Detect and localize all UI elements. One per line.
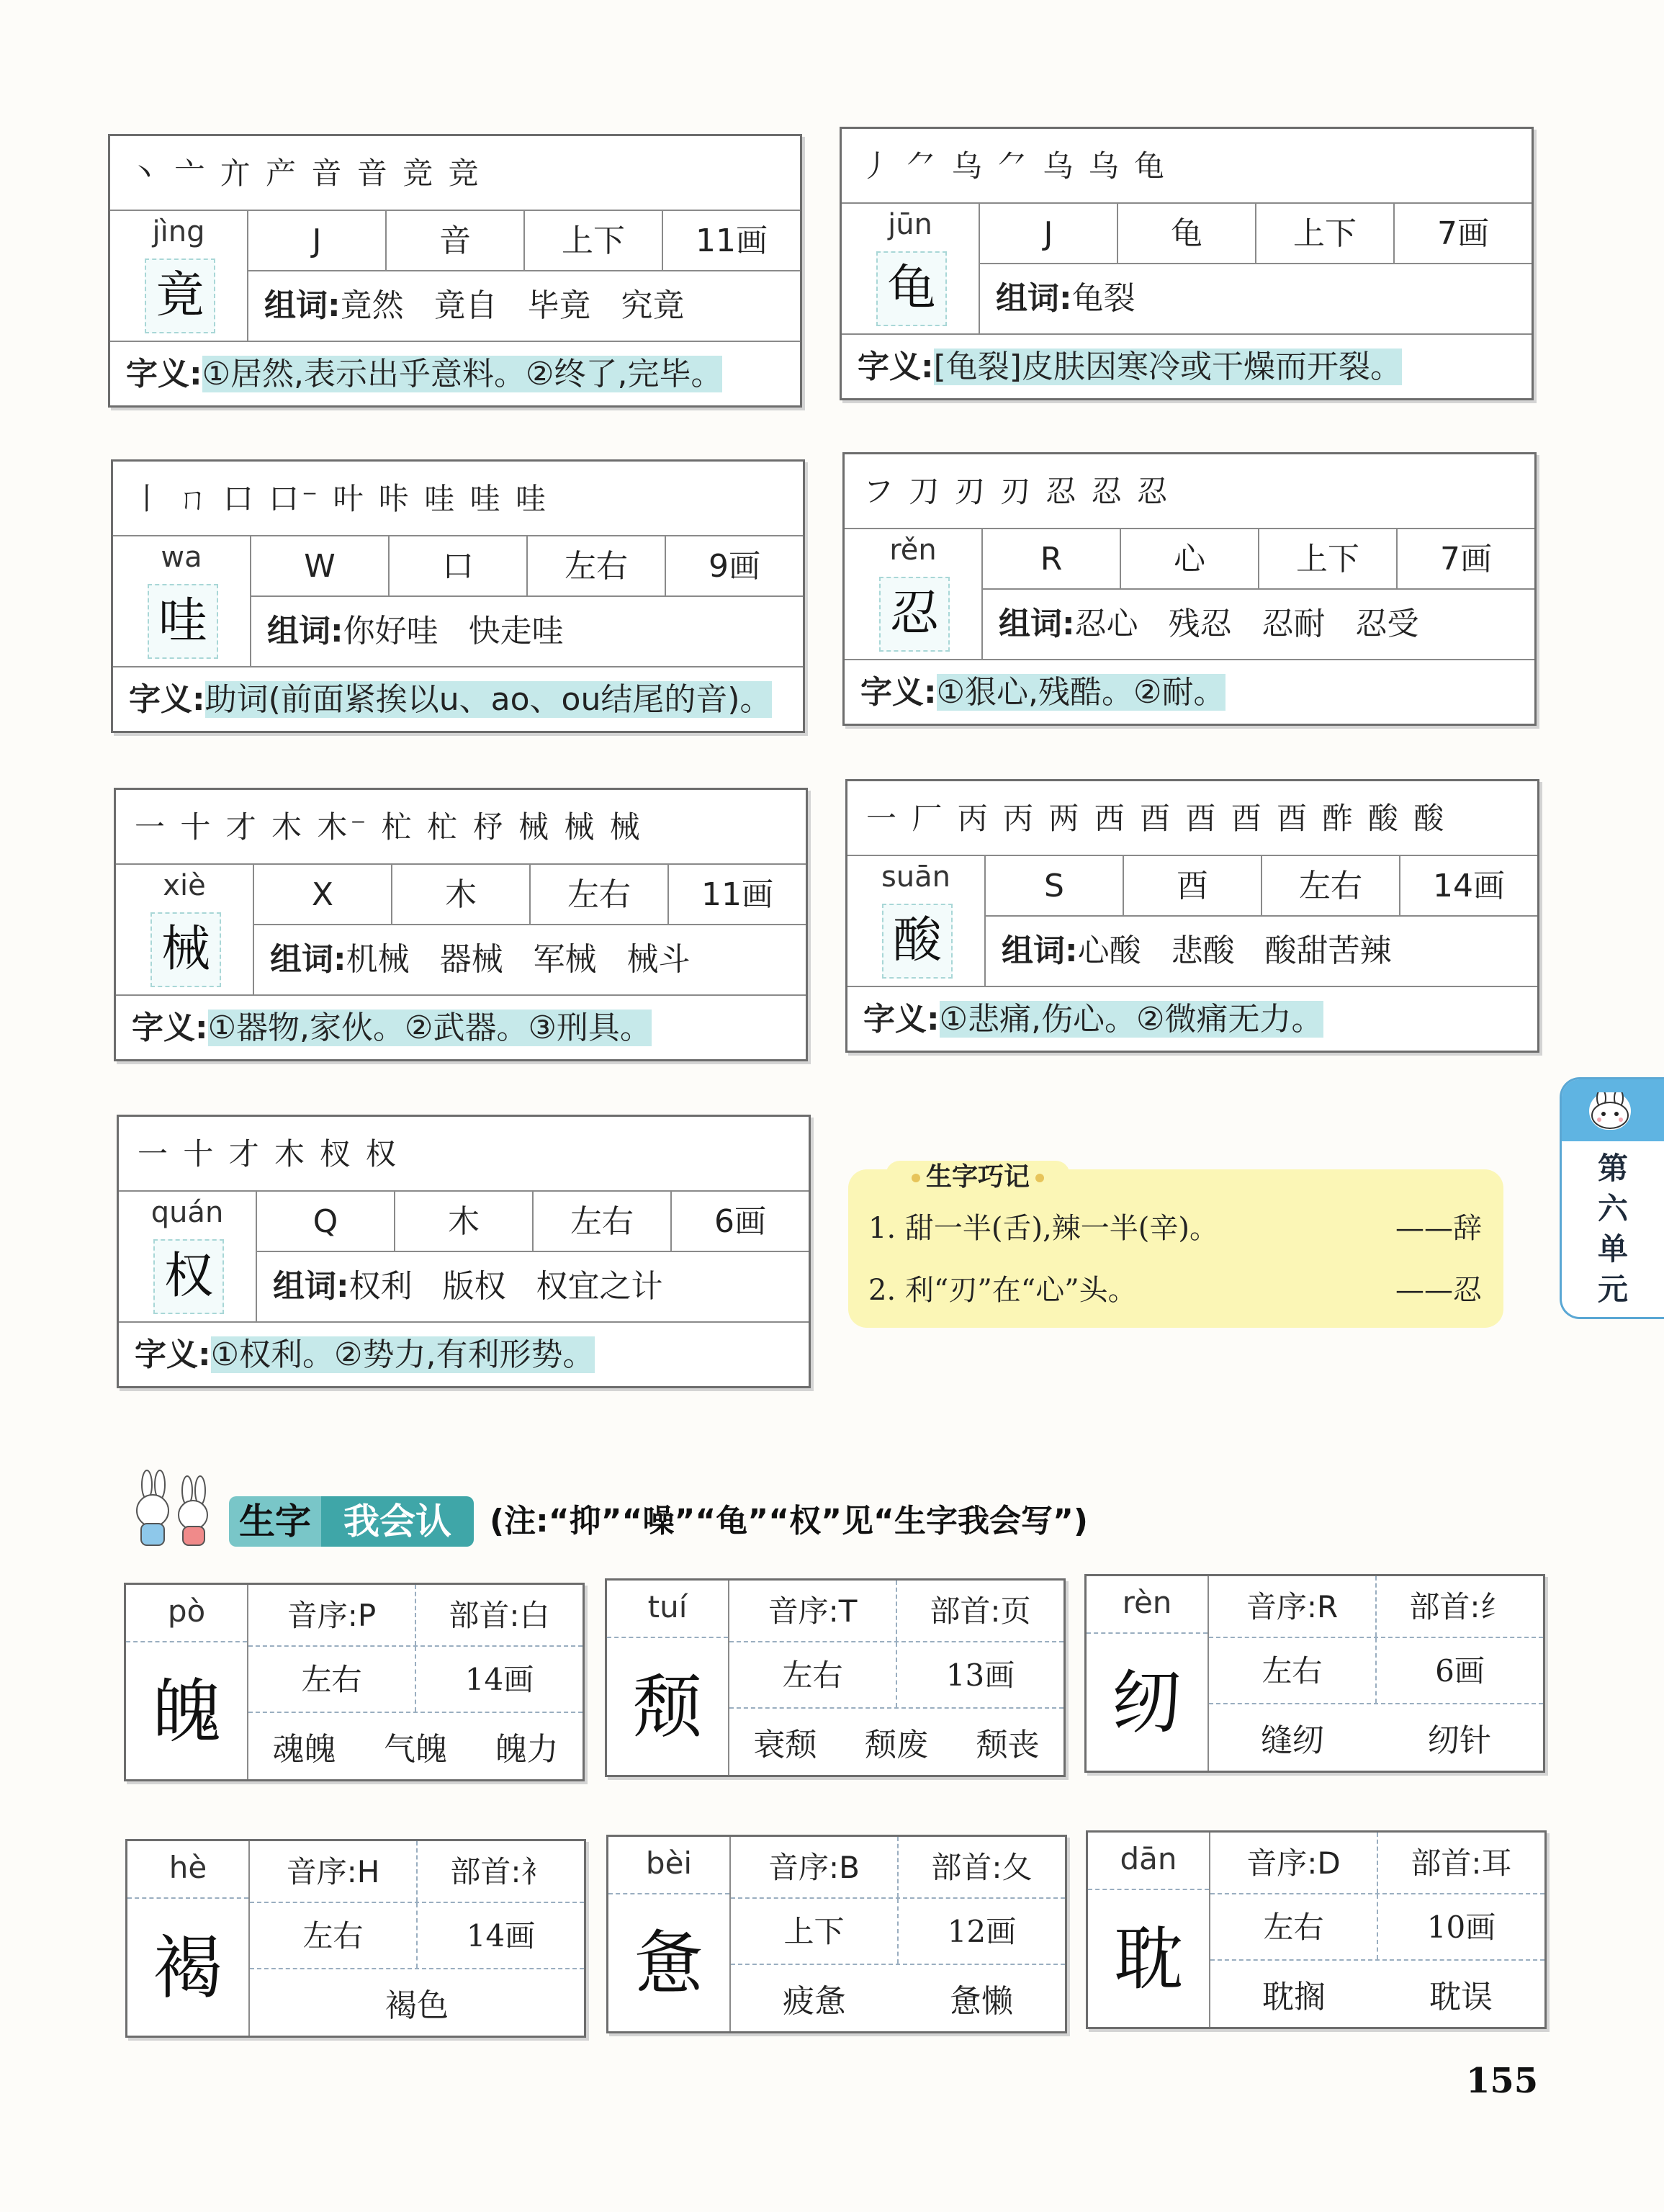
words-label: 组词: [270, 941, 346, 978]
word: 褐色 [385, 1987, 449, 2024]
recognise-card-dan [1086, 1830, 1547, 2029]
char-card-jun [840, 127, 1534, 400]
stroke-count: 14画 [466, 1918, 536, 1954]
initial-letter: R [983, 529, 1121, 588]
word-group [1210, 1961, 1544, 2027]
section-note: (注:“抑”“噪”“龟”“权”见“生字我会写”) [490, 1503, 1088, 1539]
structure: 左右 [528, 536, 666, 595]
word-group [251, 597, 803, 666]
pinyin: jìng [152, 215, 205, 248]
char-card-quan [117, 1115, 811, 1388]
pinyin: dān [1088, 1833, 1209, 1890]
meaning-text: ①器物,家伙。②武器。③刑具。 [207, 1010, 652, 1046]
stroke-count: 12画 [947, 1914, 1017, 1949]
meaning-row [110, 341, 800, 405]
tip-line [868, 1207, 1482, 1250]
riddle-text: 1. 甜一半(舌),辣一半(辛)。 [868, 1212, 1219, 1245]
word: 竟然 [340, 287, 404, 324]
unit-char: 六 [1597, 1191, 1628, 1226]
initial-letter: Q [257, 1192, 395, 1251]
meaning-label: 字义: [858, 349, 934, 385]
radical: 心 [1121, 529, 1259, 588]
big-character: 忍 [879, 577, 950, 652]
tip-title [886, 1161, 1070, 1194]
meaning-label: 字义: [126, 356, 202, 392]
word: 魂魄 [272, 1731, 336, 1768]
big-character: 魄 [152, 1671, 221, 1752]
pinyin-cell [116, 865, 254, 994]
word: 悲酸 [1171, 932, 1235, 969]
stroke-count: 13画 [945, 1658, 1015, 1693]
unit-side-tab [1560, 1077, 1664, 1319]
words-label: 组词: [273, 1268, 349, 1305]
pinyin: tuí [607, 1581, 728, 1638]
structure: 左右 [250, 1903, 418, 1968]
word: 残忍 [1168, 606, 1232, 642]
word: 忍受 [1355, 606, 1419, 642]
stroke-count: 10画 [1426, 1910, 1496, 1945]
recognise-card-ren [1084, 1574, 1545, 1773]
pinyin-cell [842, 204, 980, 333]
initial-letter: J [980, 204, 1118, 263]
pinyin: bèi [608, 1837, 729, 1894]
page-number: 155 [1466, 2061, 1539, 2101]
radical-label: 部首:页 [930, 1593, 1031, 1629]
char-cell [607, 1581, 729, 1775]
order-radical-row [1210, 1833, 1544, 1894]
dot-icon [1035, 1174, 1044, 1182]
word-group [254, 925, 806, 994]
order-label: 音序:H [250, 1841, 418, 1902]
riddle-text: 2. 利“刃”在“心”头。 [868, 1274, 1137, 1307]
radical-label: 部首:夂 [931, 1850, 1033, 1885]
word: 机械 [346, 941, 410, 978]
radical: 酉 [1124, 856, 1262, 915]
pinyin: jūn [888, 208, 932, 241]
section-title-b: 我会认 [321, 1496, 474, 1547]
radical-label: 部首:耳 [1411, 1845, 1512, 1881]
order-label: 音序:R [1209, 1576, 1377, 1637]
meaning-row [842, 333, 1532, 398]
word: 气魄 [383, 1731, 447, 1768]
structure: 左右 [248, 1647, 416, 1712]
word: 竟自 [433, 287, 498, 324]
structure: 上下 [525, 211, 663, 270]
stroke-order: 一 十 才 木 木⁻ 杧 杧 杼 械 械 械 [116, 790, 806, 865]
stroke-order: フ 刀 刃 刃 忍 忍 忍 [845, 454, 1534, 529]
order-label: 音序:D [1210, 1833, 1378, 1893]
stroke-count: 7画 [1437, 215, 1489, 252]
char-card-suan [845, 779, 1539, 1053]
meaning-row [113, 666, 803, 731]
structure-count-row [731, 1899, 1065, 1965]
order-label: 音序:B [731, 1837, 899, 1897]
section-title-a: 生字 [229, 1496, 321, 1547]
structure: 左右 [531, 865, 669, 924]
pinyin: quán [150, 1196, 224, 1229]
word: 惫懒 [950, 1983, 1013, 2020]
word: 耽搁 [1262, 1979, 1326, 2015]
meaning-label: 字义: [132, 1010, 208, 1046]
structure-count-row [250, 1903, 584, 1969]
word: 你好哇 [343, 613, 439, 649]
meaning-row [116, 994, 806, 1059]
word: 颓废 [864, 1727, 928, 1763]
radical-label: 部首:衤 [450, 1854, 552, 1889]
word-group [986, 917, 1537, 986]
meaning-text: ①居然,表示出乎意料。②终了,完毕。 [202, 356, 723, 392]
meaning-text: ①狠心,残酷。②耐。 [936, 674, 1225, 711]
unit-label [1562, 1148, 1664, 1310]
structure: 上下 [1259, 529, 1398, 588]
unit-char: 第 [1597, 1151, 1628, 1186]
word-group [731, 1965, 1065, 2031]
word: 权宜之计 [536, 1268, 663, 1305]
recognise-card-tui [605, 1578, 1066, 1777]
stroke-count: 9画 [709, 548, 760, 585]
char-cell [1088, 1833, 1210, 2027]
order-radical-row [729, 1581, 1063, 1642]
order-radical-row [248, 1585, 583, 1647]
stroke-count: 14画 [464, 1662, 534, 1697]
word: 毕竟 [527, 287, 591, 324]
radical: 音 [387, 211, 525, 270]
word: 耽误 [1429, 1979, 1493, 2015]
meaning-row [119, 1321, 809, 1386]
meaning-label: 字义: [129, 681, 205, 718]
bunny-icon [1589, 1092, 1631, 1130]
big-character: 褐 [153, 1928, 222, 2008]
initial-letter: W [251, 536, 390, 595]
stroke-count: 7画 [1440, 541, 1492, 577]
radical-label: 部首:白 [449, 1598, 550, 1633]
words-label: 组词: [1002, 932, 1078, 969]
word: 忍耐 [1262, 606, 1326, 642]
structure: 上下 [1256, 204, 1395, 263]
pinyin-cell [845, 529, 983, 659]
big-character: 竟 [145, 258, 215, 333]
order-radical-row [1209, 1576, 1543, 1638]
word: 权利 [348, 1268, 413, 1305]
char-info-row [983, 529, 1534, 590]
initial-letter: S [986, 856, 1124, 915]
word: 魄力 [495, 1731, 559, 1768]
char-cell [127, 1841, 250, 2036]
char-card-xie [114, 788, 808, 1061]
pinyin: wa [161, 541, 202, 574]
pinyin: xiè [163, 869, 206, 902]
structure: 左右 [1210, 1894, 1378, 1959]
word: 忍心 [1074, 606, 1138, 642]
dot-icon [912, 1174, 920, 1182]
char-info-row [248, 211, 800, 271]
word: 究竟 [621, 287, 685, 324]
recognise-card-he [125, 1839, 586, 2038]
stroke-count: 11画 [701, 876, 773, 913]
word-group [729, 1709, 1063, 1775]
structure: 上下 [731, 1899, 899, 1964]
structure-count-row [729, 1642, 1063, 1709]
char-info-row [980, 204, 1532, 264]
radical: 口 [390, 536, 528, 595]
order-label: 音序:P [248, 1585, 416, 1645]
recognise-card-po [124, 1583, 585, 1781]
big-character: 权 [153, 1239, 224, 1314]
structure-count-row [1210, 1894, 1544, 1961]
radical: 龟 [1118, 204, 1256, 263]
meaning-label: 字义: [135, 1336, 211, 1373]
tab-header [1562, 1079, 1664, 1141]
recognise-card-bei [606, 1835, 1067, 2033]
riddle-answer: ——忍 [1395, 1274, 1482, 1307]
char-info-row [251, 536, 803, 597]
big-character: 纫 [1112, 1663, 1182, 1743]
structure: 左右 [729, 1642, 897, 1707]
char-cell [126, 1585, 248, 1779]
radical: 木 [392, 865, 531, 924]
pinyin-cell [847, 856, 986, 986]
big-character: 酸 [882, 904, 953, 979]
unit-char: 单 [1597, 1231, 1628, 1267]
stroke-count: 11画 [696, 222, 768, 259]
word: 械斗 [626, 941, 691, 978]
stroke-order: 一 十 才 木 杈 权 [119, 1117, 809, 1192]
memory-tip-box [848, 1162, 1503, 1328]
meaning-label: 字义: [863, 1001, 940, 1038]
order-radical-row [250, 1841, 584, 1903]
word: 颓丧 [976, 1727, 1040, 1763]
radical-label: 部首:纟 [1409, 1589, 1511, 1624]
char-card-ren [842, 452, 1537, 726]
char-cell [1087, 1576, 1209, 1771]
initial-letter: J [248, 211, 387, 270]
char-info-row [986, 856, 1537, 917]
structure-count-row [248, 1647, 583, 1713]
initial-letter: X [254, 865, 392, 924]
stroke-order: 丶 亠 亣 产 音 音 竞 竞 [110, 136, 800, 211]
big-character: 龟 [876, 251, 947, 326]
word-group [250, 1969, 584, 2036]
meaning-label: 字义: [860, 674, 937, 711]
order-radical-row [731, 1837, 1065, 1899]
word: 快走哇 [468, 613, 564, 649]
word: 器械 [439, 941, 503, 978]
words-label: 组词: [996, 280, 1072, 317]
structure: 左右 [1209, 1638, 1377, 1703]
word: 缝纫 [1261, 1722, 1324, 1759]
unit-char: 元 [1597, 1272, 1628, 1307]
section-title [229, 1496, 474, 1547]
structure-count-row [1209, 1638, 1543, 1704]
big-character: 械 [150, 912, 221, 987]
word-group [983, 590, 1534, 659]
order-label: 音序:T [729, 1581, 897, 1641]
stroke-count: 6画 [1435, 1653, 1485, 1689]
word: 衰颓 [753, 1727, 817, 1763]
word: 心酸 [1077, 932, 1141, 969]
char-cell [608, 1837, 731, 2031]
pinyin: rèn [1087, 1576, 1207, 1634]
words-label: 组词: [999, 606, 1075, 642]
pinyin: pò [126, 1585, 247, 1642]
word: 疲惫 [783, 1983, 846, 2020]
structure: 左右 [534, 1192, 672, 1251]
radical: 木 [395, 1192, 534, 1251]
stroke-count: 14画 [1433, 868, 1505, 904]
big-character: 惫 [634, 1923, 703, 2004]
word: 版权 [442, 1268, 506, 1305]
word: 龟裂 [1071, 280, 1135, 317]
word: 纫针 [1428, 1722, 1491, 1759]
pinyin: suān [881, 860, 951, 894]
word-group [248, 1713, 583, 1779]
meaning-row [845, 659, 1534, 724]
stroke-order: 一 厂 丙 丙 两 西 酉 酉 酉 酉 酢 酸 酸 [847, 781, 1537, 856]
pinyin: rěn [889, 534, 937, 567]
riddle-answer: ——辞 [1395, 1212, 1482, 1245]
word-group [248, 271, 800, 341]
meaning-row [847, 986, 1537, 1051]
structure: 左右 [1262, 856, 1400, 915]
pinyin-cell [113, 536, 251, 666]
word-group [1209, 1704, 1543, 1771]
words-label: 组词: [267, 613, 343, 649]
tip-title-text: 生字巧记 [926, 1162, 1030, 1192]
pinyin-cell [110, 211, 248, 341]
stroke-order: 丨 ㄇ 口 口⁻ 叶 咔 哇 哇 哇 [113, 462, 803, 536]
stroke-order: 丿 ⺈ 乌 ⺈ 乌 乌 龟 [842, 129, 1532, 204]
big-character: 颓 [633, 1667, 702, 1748]
word-group [257, 1252, 809, 1321]
meaning-text: 助词(前面紧挨以u、ao、ou结尾的音)。 [204, 681, 772, 718]
big-character: 耽 [1114, 1919, 1183, 2000]
tip-line [868, 1269, 1482, 1312]
big-character: 哇 [148, 584, 218, 659]
pinyin: hè [127, 1841, 248, 1899]
char-card-wa [111, 459, 805, 733]
word: 酸甜苦辣 [1264, 932, 1392, 969]
words-label: 组词: [264, 287, 341, 324]
meaning-text: ①权利。②势力,有利形势。 [210, 1336, 595, 1373]
char-info-row [254, 865, 806, 925]
word: 军械 [533, 941, 597, 978]
char-info-row [257, 1192, 809, 1252]
pinyin-cell [119, 1192, 257, 1321]
meaning-text: ①悲痛,伤心。②微痛无力。 [939, 1001, 1323, 1038]
stroke-count: 6画 [714, 1203, 766, 1240]
char-card-jing [108, 134, 802, 408]
word-group [980, 264, 1532, 333]
meaning-text: [龟裂]皮肤因寒冷或干燥而开裂。 [933, 349, 1402, 385]
bunny-mascot-icon [118, 1469, 226, 1548]
